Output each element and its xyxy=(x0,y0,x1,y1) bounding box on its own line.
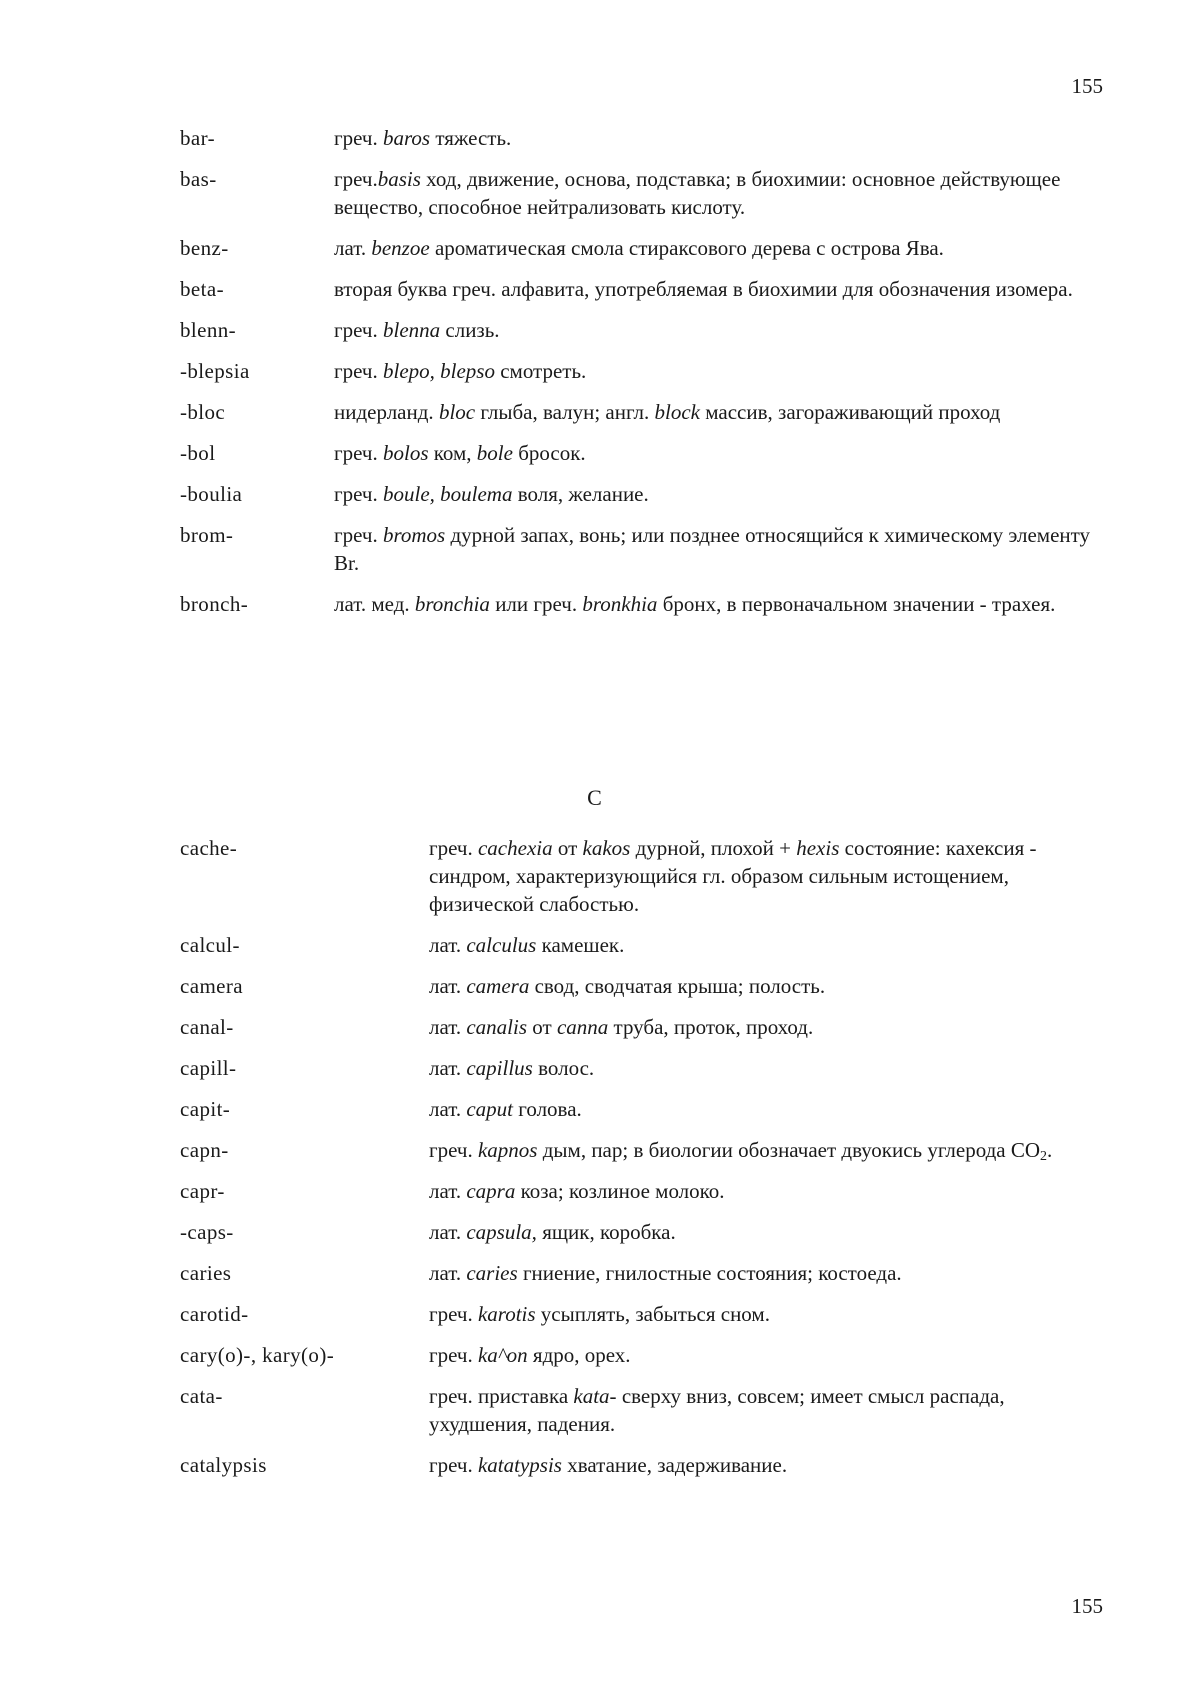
dictionary-entry xyxy=(180,972,1104,1000)
entry-term: blenn- xyxy=(180,318,237,342)
definition-italic-segment: cachexia xyxy=(477,836,553,860)
entry-term: cata- xyxy=(180,1384,223,1408)
dictionary-entry xyxy=(180,931,1104,959)
entry-definition xyxy=(429,1218,1104,1246)
entry-definition xyxy=(429,834,1104,918)
definition-segment: 2 xyxy=(1040,1149,1048,1164)
entry-term: camera xyxy=(180,974,244,998)
definition-segment: лат. xyxy=(429,1056,467,1080)
definition-segment: греч. xyxy=(429,1138,478,1162)
entry-term: carotid- xyxy=(180,1302,249,1326)
definition-italic-segment: blepo, blepso xyxy=(382,359,495,383)
definition-segment: тяжесть. xyxy=(430,126,512,150)
definition-segment: массив, загораживающий проход xyxy=(700,400,1001,424)
definition-italic-segment: ka^on xyxy=(477,1343,528,1367)
entry-definition xyxy=(429,1013,1104,1041)
dictionary-entry xyxy=(180,275,1104,303)
definition-segment: лат. xyxy=(429,1097,467,1121)
definition-italic-segment: camera xyxy=(466,974,530,998)
entry-definition xyxy=(334,234,1104,262)
dictionary-entry xyxy=(180,1451,1104,1479)
dictionary-entry xyxy=(180,1218,1104,1246)
definition-italic-segment: baros xyxy=(382,126,431,150)
definition-italic-segment: benzoe xyxy=(371,236,430,260)
definition-segment: камешек. xyxy=(536,933,625,957)
dictionary-entry xyxy=(180,398,1104,426)
entry-definition xyxy=(429,1054,1104,1082)
dictionary-entry xyxy=(180,1259,1104,1287)
entry-term: bronch- xyxy=(180,592,249,616)
definition-italic-segment: kakos xyxy=(582,836,631,860)
entry-definition xyxy=(334,357,1104,385)
dictionary-entry xyxy=(180,234,1104,262)
entry-definition xyxy=(334,480,1104,508)
definition-segment: состояние: кахексия - синдром, характеризующийся гл. образом сильным истощением, физической слабостью. xyxy=(429,836,1037,916)
definition-segment: или греч. xyxy=(489,592,583,616)
definition-segment: ком, xyxy=(428,441,477,465)
dictionary-entry xyxy=(180,316,1104,344)
definition-segment: греч. xyxy=(334,126,383,150)
definition-italic-segment: canna xyxy=(556,1015,609,1039)
entry-definition xyxy=(334,316,1104,344)
entry-term: cary(o)-, kary(o)- xyxy=(180,1343,335,1367)
definition-segment: греч. xyxy=(334,167,378,191)
entry-term: canal- xyxy=(180,1015,234,1039)
dictionary-entry xyxy=(180,1054,1104,1082)
dictionary-entry xyxy=(180,1136,1104,1164)
definition-segment: греч. xyxy=(334,359,383,383)
entry-definition xyxy=(429,1451,1104,1479)
entry-term: benz- xyxy=(180,236,229,260)
definition-segment: бронх, в первоначальном значении - трахея. xyxy=(657,592,1056,616)
definition-segment: греч. xyxy=(334,523,383,547)
entry-definition xyxy=(429,1177,1104,1205)
definition-segment: ядро, орех. xyxy=(527,1343,631,1367)
dictionary-entry xyxy=(180,590,1104,618)
definition-segment: греч. xyxy=(429,1302,478,1326)
definition-segment: труба, проток, проход. xyxy=(608,1015,814,1039)
definition-italic-segment: caput xyxy=(466,1097,514,1121)
entry-term: -blepsia xyxy=(180,359,250,383)
entry-term: bas- xyxy=(180,167,217,191)
dictionary-entry xyxy=(180,480,1104,508)
definition-italic-segment: bronkhia xyxy=(582,592,658,616)
definition-segment: нидерланд. xyxy=(334,400,439,424)
definition-italic-segment: bole xyxy=(476,441,513,465)
definition-italic-segment: bromos xyxy=(382,523,446,547)
definition-segment: греч. xyxy=(429,1343,478,1367)
definition-segment: греч. xyxy=(334,441,383,465)
entry-definition xyxy=(334,165,1104,221)
definition-segment: слизь. xyxy=(440,318,500,342)
definition-italic-segment: calculus xyxy=(466,933,537,957)
definition-segment: ароматическая смола стираксового дерева с острова Ява. xyxy=(429,236,944,260)
definition-italic-segment: capillus xyxy=(466,1056,533,1080)
entry-definition xyxy=(429,1095,1104,1123)
entry-definition xyxy=(429,1259,1104,1287)
dictionary-entry xyxy=(180,521,1104,577)
entry-term: capill- xyxy=(180,1056,237,1080)
definition-segment: лат. мед. xyxy=(334,592,415,616)
entry-term: capit- xyxy=(180,1097,231,1121)
dictionary-entry xyxy=(180,124,1104,152)
definition-segment: греч. приставка xyxy=(429,1384,574,1408)
definition-italic-segment: capsula, xyxy=(466,1220,537,1244)
definition-italic-segment: boule, boulema xyxy=(382,482,513,506)
entry-term: bar- xyxy=(180,126,215,150)
definition-segment: лат. xyxy=(429,1015,467,1039)
definition-segment: ящик, коробка. xyxy=(536,1220,676,1244)
definition-segment: глыба, валун; англ. xyxy=(475,400,655,424)
definition-segment: лат. xyxy=(429,1261,467,1285)
definition-italic-segment: bolos xyxy=(382,441,429,465)
definition-segment: бросок. xyxy=(512,441,586,465)
entry-definition xyxy=(334,439,1104,467)
definition-segment: волос. xyxy=(532,1056,595,1080)
definition-italic-segment: blenna xyxy=(382,318,441,342)
entry-term: caries xyxy=(180,1261,232,1285)
entry-term: calcul- xyxy=(180,933,240,957)
dictionary-entry xyxy=(180,1177,1104,1205)
definition-italic-segment: kapnos xyxy=(477,1138,538,1162)
definition-segment: усыплять, забыться сном. xyxy=(535,1302,770,1326)
dictionary-entry xyxy=(180,357,1104,385)
definition-italic-segment: kata- xyxy=(573,1384,617,1408)
dictionary-entry xyxy=(180,1013,1104,1041)
entry-definition xyxy=(334,521,1104,577)
definition-italic-segment: hexis xyxy=(796,836,840,860)
definition-segment: сверху вниз, совсем; имеет смысл распада, ухудшения, падения. xyxy=(429,1384,1005,1436)
definition-segment: лат. xyxy=(429,974,467,998)
entry-definition xyxy=(334,124,1104,152)
definition-italic-segment: basis xyxy=(377,167,421,191)
dictionary-entry xyxy=(180,165,1104,221)
definition-segment: . xyxy=(1047,1138,1053,1162)
definition-italic-segment: block xyxy=(654,400,701,424)
section-b-entries xyxy=(180,124,1104,631)
definition-italic-segment: karotis xyxy=(477,1302,536,1326)
definition-segment: от xyxy=(527,1015,557,1039)
definition-segment: коза; козлиное молоко. xyxy=(515,1179,725,1203)
definition-segment: воля, желание. xyxy=(512,482,649,506)
dictionary-entry xyxy=(180,834,1104,918)
entry-term: catalypsis xyxy=(180,1453,267,1477)
section-c-entries xyxy=(180,834,1104,1492)
definition-segment: гниение, гнилостные состояния; костоеда. xyxy=(517,1261,902,1285)
definition-segment: хватание, задерживание. xyxy=(561,1453,788,1477)
page-number-top: 155 xyxy=(1071,74,1103,98)
letter-heading-c: C xyxy=(587,785,602,810)
entry-term: beta- xyxy=(180,277,224,301)
definition-segment: от xyxy=(552,836,583,860)
definition-segment: лат. xyxy=(429,1179,467,1203)
dictionary-entry xyxy=(180,1341,1104,1369)
entry-definition xyxy=(334,275,1104,303)
definition-italic-segment: katatypsis xyxy=(477,1453,562,1477)
entry-definition xyxy=(429,1136,1104,1164)
dictionary-entry xyxy=(180,1300,1104,1328)
entry-definition xyxy=(429,1300,1104,1328)
definition-segment: греч. xyxy=(429,836,478,860)
definition-italic-segment: bloc xyxy=(438,400,476,424)
definition-segment: греч. xyxy=(429,1453,478,1477)
entry-term: -bloc xyxy=(180,400,226,424)
definition-italic-segment: canalis xyxy=(466,1015,528,1039)
entry-term: brom- xyxy=(180,523,234,547)
definition-segment: греч. xyxy=(334,318,383,342)
entry-term: -boulia xyxy=(180,482,243,506)
entry-definition xyxy=(334,590,1104,618)
entry-term: cache- xyxy=(180,836,238,860)
definition-segment: вторая буква греч. алфавита, употребляемая в биохимии для обозначения изомера. xyxy=(334,277,1073,301)
definition-segment: ход, движение, основа, подставка; в биохимии: основное действующее вещество, способное нейтрализовать кислоту. xyxy=(334,167,1061,219)
definition-segment: дурной запах, вонь; или позднее относящийся к химическому элементу Br. xyxy=(334,523,1091,575)
definition-italic-segment: caries xyxy=(466,1261,518,1285)
definition-segment: лат. xyxy=(334,236,372,260)
entry-definition xyxy=(429,972,1104,1000)
definition-segment: дурной, плохой + xyxy=(630,836,797,860)
definition-segment: лат. xyxy=(429,933,467,957)
dictionary-entry xyxy=(180,1382,1104,1438)
definition-segment: греч. xyxy=(334,482,383,506)
page-number-bottom: 155 xyxy=(1071,1594,1103,1618)
entry-definition xyxy=(429,1382,1104,1438)
entry-term: capr- xyxy=(180,1179,225,1203)
definition-italic-segment: capra xyxy=(466,1179,516,1203)
definition-segment: лат. xyxy=(429,1220,467,1244)
entry-term: capn- xyxy=(180,1138,229,1162)
definition-segment: дым, пар; в биологии обозначает двуокись углерода CO xyxy=(537,1138,1041,1162)
definition-segment: голова. xyxy=(513,1097,582,1121)
entry-definition xyxy=(429,1341,1104,1369)
dictionary-entry xyxy=(180,1095,1104,1123)
definition-italic-segment: bronchia xyxy=(414,592,490,616)
definition-segment: свод, сводчатая крыша; полость. xyxy=(529,974,826,998)
dictionary-entry xyxy=(180,439,1104,467)
entry-term: -bol xyxy=(180,441,216,465)
entry-definition xyxy=(334,398,1104,426)
entry-term: -caps- xyxy=(180,1220,234,1244)
entry-definition xyxy=(429,931,1104,959)
definition-segment: смотреть. xyxy=(494,359,587,383)
